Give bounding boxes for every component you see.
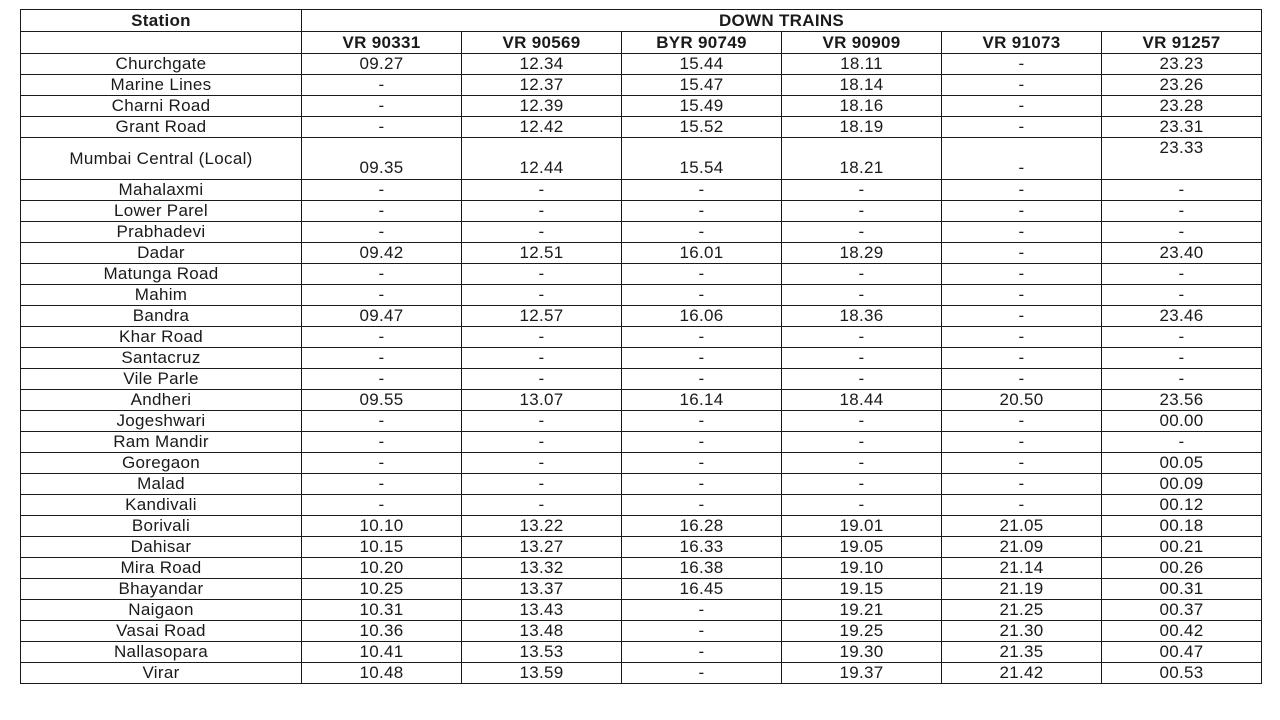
departure-time-cell: 12.57: [462, 306, 622, 327]
station-name-cell: Naigaon: [21, 600, 302, 621]
train-number-header: VR 90909: [782, 32, 942, 54]
departure-time-cell: -: [782, 495, 942, 516]
table-row: [21, 117, 1262, 138]
departure-time-cell: 10.36: [302, 621, 462, 642]
departure-time-cell: -: [782, 348, 942, 369]
departure-time-cell: -: [942, 348, 1102, 369]
departure-time-cell: -: [302, 369, 462, 390]
departure-time-cell: 00.21: [1102, 537, 1262, 558]
departure-time-cell: -: [782, 432, 942, 453]
table-row: [21, 453, 1262, 474]
departure-time-cell: -: [622, 495, 782, 516]
departure-time-cell: -: [942, 285, 1102, 306]
departure-time-cell: 10.31: [302, 600, 462, 621]
departure-time-cell: -: [302, 495, 462, 516]
departure-time-cell: 13.32: [462, 558, 622, 579]
departure-time-cell: -: [622, 621, 782, 642]
departure-time-cell: -: [462, 453, 622, 474]
departure-time-cell: -: [782, 453, 942, 474]
station-name-cell: Bandra: [21, 306, 302, 327]
table-row: [21, 180, 1262, 201]
table-row: [21, 96, 1262, 117]
departure-time-cell: 13.22: [462, 516, 622, 537]
departure-time-cell: 21.19: [942, 579, 1102, 600]
departure-time-cell: 19.15: [782, 579, 942, 600]
departure-time-cell: 18.11: [782, 54, 942, 75]
departure-time-cell: -: [302, 453, 462, 474]
departure-time-cell: -: [462, 411, 622, 432]
departure-time-cell: -: [1102, 264, 1262, 285]
departure-time-cell: 19.01: [782, 516, 942, 537]
departure-time-cell: 10.41: [302, 642, 462, 663]
departure-time-cell: -: [942, 222, 1102, 243]
departure-time-cell: -: [782, 285, 942, 306]
departure-time-cell: -: [782, 474, 942, 495]
departure-time-cell: -: [942, 75, 1102, 96]
departure-time-cell: 12.42: [462, 117, 622, 138]
station-column-header: Station: [21, 10, 302, 32]
departure-time-cell: 23.28: [1102, 96, 1262, 117]
departure-time-cell: -: [942, 243, 1102, 264]
departure-time-cell: 19.10: [782, 558, 942, 579]
down-trains-group-header: DOWN TRAINS: [302, 10, 1262, 32]
departure-time-cell: 18.21: [782, 138, 942, 180]
departure-time-cell: 13.27: [462, 537, 622, 558]
departure-time-cell: -: [622, 411, 782, 432]
departure-time-cell: -: [1102, 369, 1262, 390]
departure-time-cell: -: [302, 474, 462, 495]
departure-time-cell: -: [942, 432, 1102, 453]
departure-time-cell: 12.34: [462, 54, 622, 75]
departure-time-cell: 19.25: [782, 621, 942, 642]
departure-time-cell: 16.45: [622, 579, 782, 600]
departure-time-cell: 19.21: [782, 600, 942, 621]
departure-time-cell: -: [942, 180, 1102, 201]
departure-time-cell: -: [942, 96, 1102, 117]
table-row: [21, 390, 1262, 411]
station-name-cell: Churchgate: [21, 54, 302, 75]
departure-time-cell: 09.42: [302, 243, 462, 264]
departure-time-cell: 09.35: [302, 138, 462, 180]
table-row: [21, 348, 1262, 369]
departure-time-cell: 23.56: [1102, 390, 1262, 411]
departure-time-cell: -: [942, 117, 1102, 138]
departure-time-cell: 16.14: [622, 390, 782, 411]
table-row: [21, 54, 1262, 75]
departure-time-cell: -: [302, 75, 462, 96]
departure-time-cell: 10.20: [302, 558, 462, 579]
departure-time-cell: 12.39: [462, 96, 622, 117]
departure-time-cell: 10.15: [302, 537, 462, 558]
departure-time-cell: 00.18: [1102, 516, 1262, 537]
departure-time-cell: 15.47: [622, 75, 782, 96]
departure-time-cell: 12.44: [462, 138, 622, 180]
station-name-cell: Khar Road: [21, 327, 302, 348]
train-number-header: VR 91073: [942, 32, 1102, 54]
departure-time-cell: -: [942, 54, 1102, 75]
departure-time-cell: -: [622, 432, 782, 453]
departure-time-cell: 13.07: [462, 390, 622, 411]
departure-time-cell: 20.50: [942, 390, 1102, 411]
departure-time-cell: -: [782, 222, 942, 243]
station-name-cell: Ram Mandir: [21, 432, 302, 453]
departure-time-cell: -: [462, 285, 622, 306]
departure-time-cell: 21.42: [942, 663, 1102, 684]
departure-time-cell: 09.27: [302, 54, 462, 75]
departure-time-cell: -: [782, 327, 942, 348]
table-row: [21, 642, 1262, 663]
departure-time-cell: -: [462, 264, 622, 285]
departure-time-cell: -: [622, 180, 782, 201]
departure-time-cell: -: [622, 348, 782, 369]
departure-time-cell: 00.42: [1102, 621, 1262, 642]
departure-time-cell: 00.00: [1102, 411, 1262, 432]
departure-time-cell: 23.23: [1102, 54, 1262, 75]
station-name-cell: Charni Road: [21, 96, 302, 117]
table-row: [21, 600, 1262, 621]
station-name-cell: Malad: [21, 474, 302, 495]
departure-time-cell: -: [942, 264, 1102, 285]
departure-time-cell: 16.06: [622, 306, 782, 327]
departure-time-cell: -: [1102, 327, 1262, 348]
departure-time-cell: -: [302, 327, 462, 348]
departure-time-cell: 00.05: [1102, 453, 1262, 474]
departure-time-cell: 09.55: [302, 390, 462, 411]
departure-time-cell: 16.38: [622, 558, 782, 579]
departure-time-cell: 18.36: [782, 306, 942, 327]
table-row: [21, 285, 1262, 306]
train-number-header: VR 91257: [1102, 32, 1262, 54]
departure-time-cell: -: [942, 369, 1102, 390]
departure-time-cell: 21.09: [942, 537, 1102, 558]
station-name-cell: Virar: [21, 663, 302, 684]
table-row: [21, 75, 1262, 96]
departure-time-cell: -: [622, 285, 782, 306]
table-row: [21, 327, 1262, 348]
departure-time-cell: 13.59: [462, 663, 622, 684]
station-name-cell: Mahalaxmi: [21, 180, 302, 201]
station-name-cell: Mumbai Central (Local): [21, 138, 302, 180]
departure-time-cell: 19.30: [782, 642, 942, 663]
departure-time-cell: 13.53: [462, 642, 622, 663]
station-name-cell: Dahisar: [21, 537, 302, 558]
departure-time-cell: 00.31: [1102, 579, 1262, 600]
departure-time-cell: 16.28: [622, 516, 782, 537]
departure-time-cell: -: [462, 348, 622, 369]
departure-time-cell: -: [622, 663, 782, 684]
table-row: [21, 306, 1262, 327]
station-name-cell: Matunga Road: [21, 264, 302, 285]
departure-time-cell: -: [1102, 348, 1262, 369]
departure-time-cell: -: [302, 411, 462, 432]
departure-time-cell: -: [1102, 222, 1262, 243]
departure-time-cell: 23.31: [1102, 117, 1262, 138]
station-name-cell: Jogeshwari: [21, 411, 302, 432]
departure-time-cell: 10.10: [302, 516, 462, 537]
train-number-header: VR 90331: [302, 32, 462, 54]
departure-time-cell: -: [462, 432, 622, 453]
station-name-cell: Vasai Road: [21, 621, 302, 642]
table-row: [21, 579, 1262, 600]
departure-time-cell: -: [1102, 180, 1262, 201]
table-row: [21, 369, 1262, 390]
table-row: [21, 432, 1262, 453]
table-row: [21, 243, 1262, 264]
station-name-cell: Santacruz: [21, 348, 302, 369]
down-trains-timetable: [20, 9, 1262, 684]
departure-time-cell: -: [942, 138, 1102, 180]
departure-time-cell: -: [942, 327, 1102, 348]
departure-time-cell: -: [622, 474, 782, 495]
table-row: [21, 411, 1262, 432]
departure-time-cell: -: [1102, 432, 1262, 453]
departure-time-cell: -: [302, 96, 462, 117]
station-name-cell: Marine Lines: [21, 75, 302, 96]
departure-time-cell: -: [942, 411, 1102, 432]
departure-time-cell: -: [302, 348, 462, 369]
departure-time-cell: 13.48: [462, 621, 622, 642]
departure-time-cell: -: [622, 642, 782, 663]
departure-time-cell: -: [622, 327, 782, 348]
departure-time-cell: -: [462, 495, 622, 516]
station-name-cell: Dadar: [21, 243, 302, 264]
departure-time-cell: 18.44: [782, 390, 942, 411]
header-row-groups: [21, 10, 1262, 32]
departure-time-cell: -: [942, 474, 1102, 495]
station-name-cell: Prabhadevi: [21, 222, 302, 243]
departure-time-cell: 09.47: [302, 306, 462, 327]
departure-time-cell: 18.19: [782, 117, 942, 138]
table-row: [21, 621, 1262, 642]
table-row: [21, 663, 1262, 684]
station-name-cell: Bhayandar: [21, 579, 302, 600]
station-name-cell: Borivali: [21, 516, 302, 537]
departure-time-cell: 23.33: [1102, 138, 1262, 180]
station-name-cell: Grant Road: [21, 117, 302, 138]
table-row: [21, 201, 1262, 222]
departure-time-cell: -: [462, 327, 622, 348]
departure-time-cell: -: [302, 222, 462, 243]
departure-time-cell: -: [302, 285, 462, 306]
departure-time-cell: 00.53: [1102, 663, 1262, 684]
departure-time-cell: 00.12: [1102, 495, 1262, 516]
departure-time-cell: 13.37: [462, 579, 622, 600]
timetable-body: [21, 54, 1262, 684]
departure-time-cell: -: [302, 117, 462, 138]
departure-time-cell: 21.35: [942, 642, 1102, 663]
table-row: [21, 264, 1262, 285]
departure-time-cell: -: [302, 432, 462, 453]
departure-time-cell: -: [462, 201, 622, 222]
departure-time-cell: 18.14: [782, 75, 942, 96]
departure-time-cell: 23.40: [1102, 243, 1262, 264]
departure-time-cell: -: [622, 453, 782, 474]
departure-time-cell: 00.09: [1102, 474, 1262, 495]
departure-time-cell: 16.33: [622, 537, 782, 558]
departure-time-cell: -: [622, 201, 782, 222]
departure-time-cell: 12.37: [462, 75, 622, 96]
station-name-cell: Vile Parle: [21, 369, 302, 390]
departure-time-cell: 21.05: [942, 516, 1102, 537]
departure-time-cell: -: [622, 600, 782, 621]
departure-time-cell: -: [462, 369, 622, 390]
departure-time-cell: 23.46: [1102, 306, 1262, 327]
table-row: [21, 516, 1262, 537]
departure-time-cell: 12.51: [462, 243, 622, 264]
departure-time-cell: 00.26: [1102, 558, 1262, 579]
departure-time-cell: -: [622, 222, 782, 243]
departure-time-cell: 16.01: [622, 243, 782, 264]
departure-time-cell: 15.54: [622, 138, 782, 180]
departure-time-cell: 00.47: [1102, 642, 1262, 663]
departure-time-cell: 00.37: [1102, 600, 1262, 621]
departure-time-cell: -: [1102, 285, 1262, 306]
departure-time-cell: -: [942, 495, 1102, 516]
departure-time-cell: -: [302, 180, 462, 201]
departure-time-cell: 10.25: [302, 579, 462, 600]
departure-time-cell: 21.30: [942, 621, 1102, 642]
table-row: [21, 474, 1262, 495]
departure-time-cell: -: [302, 264, 462, 285]
departure-time-cell: 18.29: [782, 243, 942, 264]
departure-time-cell: -: [782, 180, 942, 201]
table-row: [21, 537, 1262, 558]
departure-time-cell: 19.05: [782, 537, 942, 558]
departure-time-cell: -: [782, 264, 942, 285]
departure-time-cell: -: [302, 201, 462, 222]
table-row: [21, 558, 1262, 579]
station-name-cell: Nallasopara: [21, 642, 302, 663]
departure-time-cell: 15.44: [622, 54, 782, 75]
departure-time-cell: 21.25: [942, 600, 1102, 621]
departure-time-cell: 15.52: [622, 117, 782, 138]
departure-time-cell: -: [462, 180, 622, 201]
departure-time-cell: 21.14: [942, 558, 1102, 579]
header-row-trains: [21, 32, 1262, 54]
station-name-cell: Lower Parel: [21, 201, 302, 222]
departure-time-cell: -: [462, 222, 622, 243]
departure-time-cell: -: [622, 369, 782, 390]
departure-time-cell: -: [942, 306, 1102, 327]
departure-time-cell: 10.48: [302, 663, 462, 684]
departure-time-cell: -: [942, 453, 1102, 474]
station-name-cell: Mira Road: [21, 558, 302, 579]
departure-time-cell: -: [782, 411, 942, 432]
train-number-header: VR 90569: [462, 32, 622, 54]
table-row: [21, 138, 1262, 180]
station-name-cell: Goregaon: [21, 453, 302, 474]
train-number-header: BYR 90749: [622, 32, 782, 54]
departure-time-cell: -: [782, 201, 942, 222]
station-name-cell: Andheri: [21, 390, 302, 411]
table-row: [21, 495, 1262, 516]
departure-time-cell: -: [1102, 201, 1262, 222]
station-name-cell: Kandivali: [21, 495, 302, 516]
departure-time-cell: 19.37: [782, 663, 942, 684]
departure-time-cell: -: [942, 201, 1102, 222]
departure-time-cell: -: [622, 264, 782, 285]
table-row: [21, 222, 1262, 243]
departure-time-cell: 13.43: [462, 600, 622, 621]
departure-time-cell: 15.49: [622, 96, 782, 117]
departure-time-cell: -: [462, 474, 622, 495]
timetable-container: [20, 9, 1262, 684]
departure-time-cell: 18.16: [782, 96, 942, 117]
departure-time-cell: 23.26: [1102, 75, 1262, 96]
station-name-cell: Mahim: [21, 285, 302, 306]
departure-time-cell: -: [782, 369, 942, 390]
station-header-spacer: [21, 32, 302, 54]
